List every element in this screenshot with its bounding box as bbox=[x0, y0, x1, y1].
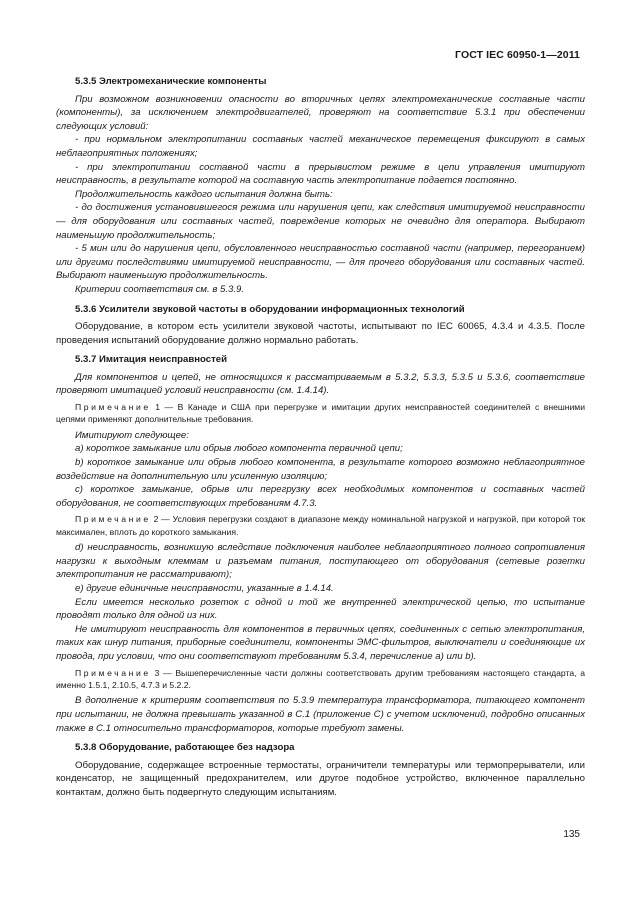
note-label: Примечание bbox=[75, 514, 151, 525]
paragraph: Не имитируют неисправность для компонентов в первичных цепях, соединенных с сетью электропитания, таких как шнур питания, приборные соединители, компоненты ЭМС-фильтров, выключатели и соединяющие их провода, при условии, что они соответствуют требованиям 5.3.4, перечисление a) или b). bbox=[56, 623, 585, 662]
note-text: 1 — В Канаде и США при перегрузке и имитации других неисправностей соединителей с внешними цепями применяют дополнительные требования. bbox=[56, 402, 585, 425]
paragraph: a) короткое замыкание или обрыв любого компонента первичной цепи; bbox=[75, 443, 403, 455]
note-label: Примечание bbox=[75, 402, 151, 413]
paragraph: d) неисправность, возникшую вследствие подключения наиболее неблагоприятного полного сопротивления нагрузки к выходным клеммам и разъемам питания, поступающего от оборудования (сетевые розетки электропитания не рассматривают); bbox=[56, 542, 585, 581]
note-text: 2 — Условия перегрузки создают в диапазоне между номинальной нагрузкой и нагрузкой, при которой ток максимален, вплоть до короткого замыкания. bbox=[56, 514, 585, 537]
note-text: 3 — Вышеперечисленные части должны соответствовать другим требованиям настоящего стандарта, а именно 1.5.1, 2.10.5, 4.7.3 и 5.2.2. bbox=[56, 667, 585, 690]
paragraph: - при электропитании составной части в прерывистом режиме в цепи управления имитируют неисправность, в результате которой на составную часть электропитание подается постоянно. bbox=[56, 161, 585, 187]
paragraph: Продолжительность каждого испытания должна быть: bbox=[75, 188, 333, 200]
paragraph: Критерии соответствия см. в 5.3.9. bbox=[75, 283, 244, 295]
note-2 bbox=[56, 513, 585, 538]
section-heading-5-3-5: 5.3.5 Электромеханические компоненты bbox=[75, 76, 267, 87]
page-number: 135 bbox=[563, 829, 580, 840]
page-content bbox=[56, 75, 585, 800]
paragraph: Для компонентов и цепей, не относящихся к рассматриваемым в 5.3.2, 5.3.3, 5.3.5 и 5.3.6, соответствие проверяют имитацией условий неисправности (см. 1.4.14). bbox=[56, 371, 585, 397]
paragraph: Оборудование, в котором есть усилители звуковой частоты, испытывают по IEC 60065, 4.3.4 и 4.3.5. После проведения испытаний оборудование должно нормально работать. bbox=[56, 321, 585, 346]
paragraph: b) короткое замыкание или обрыв любого компонента, в результате которого возможно неблагоприятное воздействие на дополнительную или усиленную изоляцию; bbox=[56, 457, 585, 482]
paragraph: Оборудование, содержащее встроенные термостаты, ограничители температуры или термопрерыватели, или конденсатор, не защищенный предохранителем, или другое подобное устройство, включенное параллельно контактам, должно быть подвергнуто следующим испытаниям. bbox=[56, 759, 585, 798]
note-3 bbox=[56, 667, 585, 692]
note-1 bbox=[56, 401, 585, 426]
paragraph: e) другие единичные неисправности, указанные в 1.4.14. bbox=[75, 583, 334, 595]
paragraph: В дополнение к критериям соответствия по 5.3.9 температура трансформатора, питающего компонент при испытании, не должна превышать указанной в С.1 (приложение С) с учетом исключений, подробно описанных также в С.1 относительно трансформаторов, которые требуют замены. bbox=[56, 695, 585, 734]
paragraph: - 5 мин или до нарушения цепи, обусловленного неисправностью составной части (например, перегоранием) или другими последствиями имитируемой неисправности, — для прочего оборудования или составных частей. Выбирают наименьшую продолжительность. bbox=[56, 243, 585, 282]
paragraph: - при нормальном электропитании составных частей механическое перемещения фиксируют в самых неблагоприятных положениях; bbox=[56, 134, 585, 159]
paragraph: При возможном возникновении опасности во вторичных цепях электромеханические составные части (компоненты), за исключением электродвигателей, проверяют на соответствие 5.3.1 при обеспечении следующих условий: bbox=[56, 93, 585, 132]
paragraph: c) короткое замыкание, обрыв или перегрузку всех необходимых компонентов и составных частей оборудования, не соответствующих требованиям 4.7.3. bbox=[56, 484, 585, 509]
note-label: Примечание bbox=[75, 667, 151, 678]
paragraph: Имитируют следующее: bbox=[75, 429, 189, 441]
section-heading-5-3-7: 5.3.7 Имитация неисправностей bbox=[75, 354, 228, 366]
section-heading-5-3-6: 5.3.6 Усилители звуковой частоты в оборудовании информационных технологий bbox=[75, 303, 465, 315]
document-id: ГОСТ IEC 60950-1—2011 bbox=[455, 49, 580, 61]
paragraph: Если имеется несколько розеток с одной и той же внутренней электрической цепью, то испытание проводят только для одной из них. bbox=[56, 596, 585, 622]
section-heading-5-3-8: 5.3.8 Оборудование, работающее без надзора bbox=[75, 742, 295, 754]
paragraph: - до достижения установившегося режима или нарушения цепи, как следствия имитируемой неисправности — для оборудования или составных частей, повреждение которых не очевидно для оператора. Выбирают наименьшую продолжительность; bbox=[56, 202, 585, 241]
